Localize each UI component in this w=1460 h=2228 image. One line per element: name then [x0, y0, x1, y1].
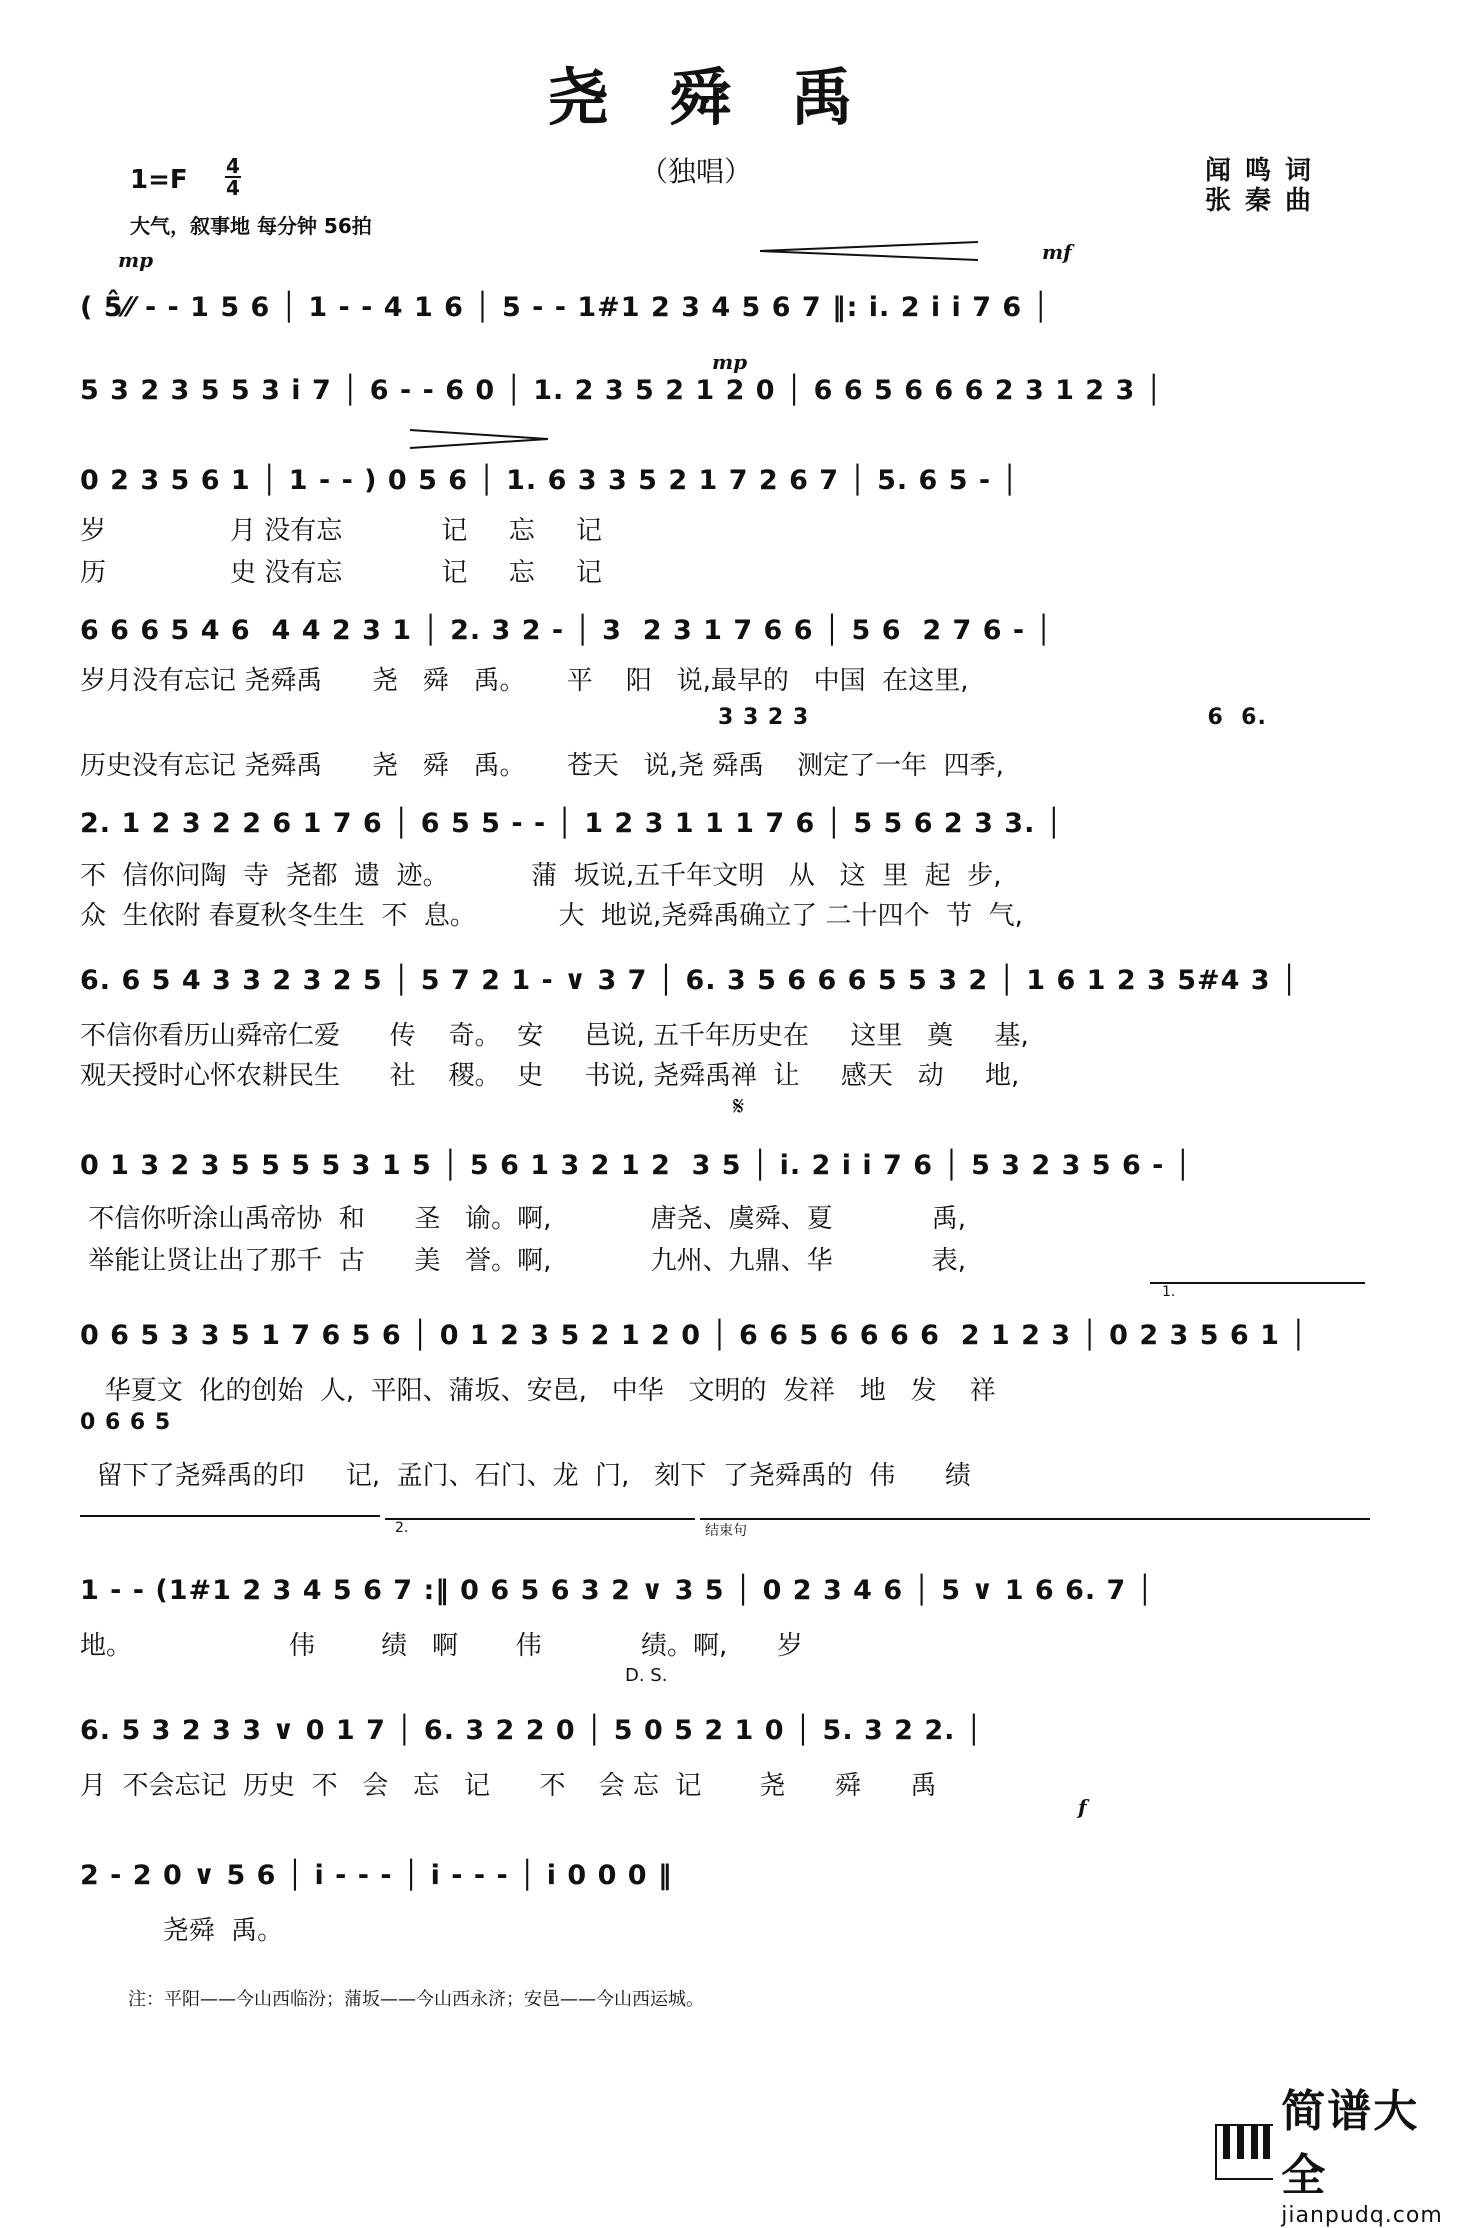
watermark-brand: 简谱大全 [1281, 2086, 1420, 2201]
composer-credit: 张秦曲 [1205, 186, 1326, 216]
coda-line [700, 1518, 1370, 1520]
lyric-row-6b: 观天授时心怀农耕民生 社 稷。 史 书说, 尧舜禹禅 让 感天 动 地, [80, 1061, 1020, 1091]
decrescendo-hairpin [410, 428, 550, 450]
time-signature [225, 156, 241, 198]
first-ending-bracket [80, 1515, 380, 1517]
score-row-4: 6 6 6 5 4 6 4 4 2 3 1 │ 2. 3 2 - │ 3 2 3 1 7 6 6 │ 5 6 2 7 6 - │ [80, 615, 1053, 646]
alt-notes-row-8: 0 6 6 5 [80, 1410, 172, 1435]
score-row-8: 0 6 5 3 3 5 1 7 6 5 6 │ 0 1 2 3 5 2 1 2 0 │ 6 6 5 6 6 6 6 2 1 2 3 │ 0 2 3 5 6 1 │ [80, 1320, 1308, 1351]
lyric-row-10a: 月 不会忘记 历史 不 会 忘 记 不 会 忘 记 尧 舜 禹 [80, 1771, 937, 1801]
lyric-row-7a: 不信你听涂山禹帝协 和 圣 谕。啊, 唐尧、虞舜、夏 禹, [80, 1204, 967, 1234]
score-row-9: 1 - - (1#1 2 3 4 5 6 7 :‖ 0 6 5 6 3 2 ∨ 3 5 │ 0 2 3 4 6 │ 5 ∨ 1 6 6. 7 │ [80, 1575, 1154, 1606]
lyric-row-3a: 岁 月 没有忘 记 忘 记 [80, 516, 603, 546]
coda-label: 结束句 [705, 1523, 747, 1539]
dynamic-f: f [1078, 1795, 1087, 1819]
lyric-row-6a: 不信你看历山舜帝仁爱 传 奇。 安 邑说, 五千年历史在 这里 奠 基, [80, 1021, 1029, 1051]
dynamic-mf: mf [1042, 240, 1072, 264]
lyric-row-11a: 尧舜 禹。 [80, 1916, 284, 1946]
lyric-row-4b: 历史没有忘记 尧舜禹 尧 舜 禹。 苍天 说,尧 舜禹 测定了一年 四季, [80, 751, 1004, 781]
lyric-row-7b: 举能让贤让出了那千 古 美 誉。啊, 九州、九鼎、华 表, [80, 1246, 967, 1276]
lyric-row-8a: 华夏文 化的创始 人, 平阳、蒲坂、安邑, 中华 文明的 发祥 地 发 祥 [80, 1376, 996, 1406]
subtitle: （独唱） [640, 155, 753, 188]
volta-1-line [1150, 1282, 1365, 1284]
volta-2-line [385, 1518, 695, 1520]
dynamic-mp: mp [118, 248, 154, 272]
score-row-1: ( 5̂⁄⁄ - - 1 5 6 │ 1 - - 4 1 6 │ 5 - - 1#1 2 3 4 5 6 7 ‖: i. 2 i i 7 6 │ [80, 292, 1050, 323]
alt-notes-row-4: 3 3 2 3 6 6. [718, 705, 1267, 730]
lyricist-credit: 闻鸣词 [1205, 156, 1326, 186]
watermark-logo [1215, 2075, 1460, 2228]
lyric-row-4a: 岁月没有忘记 尧舜禹 尧 舜 禹。 平 阳 说,最早的 中国 在这里, [80, 666, 969, 696]
segno-sign: 𝄋 [733, 1092, 745, 1122]
volta-1-label: 1. [1162, 1284, 1176, 1300]
lyric-row-8b: 留下了尧舜禹的印 记, 孟门、石门、龙 门, 刻下 了尧舜禹的 伟 绩 [80, 1461, 971, 1491]
dynamic-mp-2: mp [712, 350, 748, 374]
lyric-row-5b: 众 生依附 春夏秋冬生生 不 息。 大 地说,尧舜禹确立了 二十四个 节 气, [80, 901, 1023, 931]
lyric-row-9a: 地。 伟 绩 啊 伟 绩。啊, 岁 [80, 1631, 803, 1661]
lyric-row-5a: 不 信你问陶 寺 尧都 遗 迹。 蒲 坂说,五千年文明 从 这 里 起 步, [80, 861, 1002, 891]
lyric-row-3b: 历 史 没有忘 记 忘 记 [80, 558, 603, 588]
tempo-marking: 大气，叙事地 每分钟 56拍 [130, 214, 372, 238]
score-row-10: 6. 5 3 2 3 3 ∨ 0 1 7 │ 6. 3 2 2 0 │ 5 0 5 2 1 0 │ 5. 3 2 2. │ [80, 1715, 984, 1746]
score-row-2: 5 3 2 3 5 5 3 i 7 │ 6 - - 6 0 │ 1. 2 3 5 2 1 2 0 │ 6 6 5 6 6 6 2 3 1 2 3 │ [80, 375, 1163, 406]
key-signature: 1=F [130, 165, 188, 195]
score-row-11: 2 - 2 0 ∨ 5 6 │ i - - - │ i - - - │ i 0 0 0 ‖ [80, 1860, 673, 1891]
time-signature-bottom: 4 [226, 176, 240, 200]
piano-keys-icon [1215, 2124, 1273, 2180]
page-title: 尧舜禹 [546, 61, 913, 134]
score-row-5: 2. 1 2 3 2 2 6 1 7 6 │ 6 5 5 - - │ 1 2 3 1 1 1 7 6 │ 5 5 6 2 3 3. │ [80, 808, 1063, 839]
footnote: 注：平阳——今山西临汾；蒲坂——今山西永济；安邑——今山西运城。 [128, 1989, 704, 2010]
score-row-3: 0 2 3 5 6 1 │ 1 - - ) 0 5 6 │ 1. 6 3 3 5 2 1 7 2 6 7 │ 5. 6 5 - │ [80, 465, 1019, 496]
score-row-7: 0 1 3 2 3 5 5 5 5 3 1 5 │ 5 6 1 3 2 1 2 3 5 │ i. 2 i i 7 6 │ 5 3 2 3 5 6 - │ [80, 1150, 1193, 1181]
time-signature-top: 4 [226, 154, 240, 178]
watermark-url: jianpudq.com [1281, 2203, 1443, 2228]
score-row-6: 6. 6 5 4 3 3 2 3 2 5 │ 5 7 2 1 - ∨ 3 7 │ 6. 3 5 6 6 6 5 5 3 2 │ 1 6 1 2 3 5#4 3 │ [80, 965, 1299, 996]
dal-segno-mark: D. S. [625, 1665, 668, 1686]
volta-2-label: 2. [395, 1520, 409, 1536]
crescendo-hairpin [760, 240, 980, 262]
